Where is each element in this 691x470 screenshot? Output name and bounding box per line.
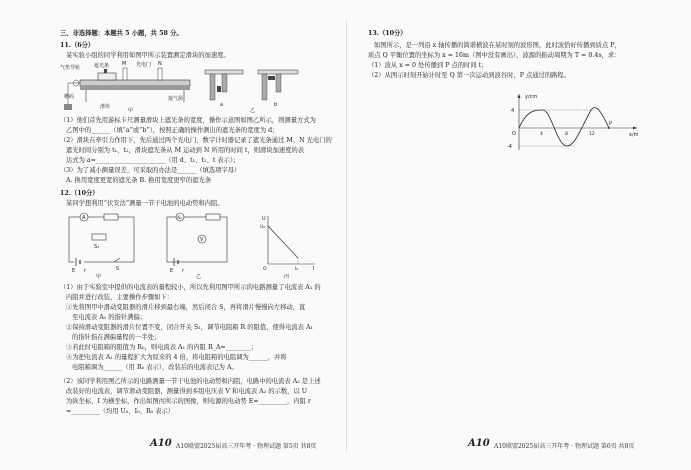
svg-text:r: r	[182, 268, 185, 274]
svg-text:I₀: I₀	[295, 267, 299, 272]
svg-text:S₁: S₁	[94, 244, 100, 250]
q13-line-3: （1）波从 x = 0 处传播到 P 点的时间 t；	[368, 62, 488, 69]
caliper-figure	[200, 60, 310, 112]
q12-line-9: 电阻箱调为______（用 R₀ 表示），改装后的电流表记为 A。	[72, 364, 238, 371]
svg-text:I: I	[313, 266, 315, 272]
circuit-jia	[64, 212, 144, 280]
label-a: a	[220, 102, 224, 108]
footer-logo-right: A10	[468, 438, 490, 449]
q11-line-7: A. 换用宽度更宽的遮光条 B. 换用宽度更窄的遮光条	[66, 177, 212, 184]
svg-text:V: V	[200, 237, 204, 243]
q11-line-5: 达式为 a=______________________（用 d、t₁、t₂、t 表示）；	[66, 157, 240, 164]
wave-graph	[505, 90, 645, 160]
label-air: 接气源	[168, 96, 184, 102]
q12-line-12: 为纵坐标、I 为横坐标，作出如图丙所示的图像，则电源的电动势 E=_________，内阻 r	[66, 398, 311, 405]
q12-line-11: 改装好的电流表，调节滑动变阻器，测量得到多组电压表 V 和电流表 A₂ 的示数，以 U	[66, 388, 308, 395]
label-timer: 气垫导轨	[60, 65, 81, 71]
q12-line-3: ①先将图甲中滑动变阻器的滑片移到最右端，然后闭合 S，再将滑片慢慢向左移动，直	[66, 304, 306, 311]
q12-line-10: （2）该同学利用图乙所示的电路测量一节干电池的电动势和内阻，电路中的电流表 A₂ 是上述	[60, 378, 321, 385]
graph-tick-3: 12	[589, 132, 595, 137]
column-divider	[346, 20, 347, 452]
label-weight: 槽码	[64, 94, 75, 100]
q12-line-7: ③若此时电阻箱的阻值为 R₀，则电流表 A₁ 的内阻 R_A=________；	[66, 344, 258, 351]
graph-tick-1: 4	[540, 132, 543, 137]
q12-line-2: 内阻并进行改装，主要操作步骤如下：	[66, 294, 174, 301]
ui-graph-bing	[260, 212, 320, 280]
q12-line-6: 的指针指在满偏量程的一半处；	[72, 334, 161, 341]
q12-line-5: ②保持滑动变阻器的滑片位置不变，闭合开关 S₁，调节电阻箱 R 的阻值，使得电流表 A₁	[66, 324, 314, 331]
label-photogate: 光电门	[136, 62, 152, 68]
label-N: N	[158, 61, 162, 67]
svg-text:A: A	[82, 215, 86, 221]
q11-intro: 某实验小组的同学利用如图甲所示装置测定滑块的加速度。	[66, 52, 230, 59]
q13-number: 13.（10分）	[368, 30, 407, 37]
q11-line-4: 遮光时间分别为 t₁、t₂，滑块遮光条从 M 运动到 N 所用的时间 t，则滑块加速度的表	[66, 147, 305, 154]
svg-text:E: E	[170, 268, 174, 274]
q12-number: 12.（10分）	[60, 190, 99, 197]
q12-intro: 某同学想利用“伏安法”测量一节干电池的电动势和内阻。	[66, 200, 224, 207]
svg-text:丙: 丙	[284, 274, 290, 280]
svg-text:S: S	[116, 266, 120, 272]
q12-line-8: ④为把电流表 A₁ 的量程扩大为原来的 4 倍，将电阻箱的电阻调为______，并将	[66, 354, 287, 361]
label-yi: 乙	[250, 108, 256, 114]
label-M: M	[122, 61, 127, 67]
label-b: b	[274, 102, 278, 108]
svg-text:O: O	[263, 267, 267, 272]
svg-text:r: r	[84, 268, 87, 274]
footer-text-right: A10联盟2025届高三开年考 · 物理试题 第6页 共8页	[494, 443, 635, 450]
footer-text-left: A10联盟2025届高三开年考 · 物理试题 第5页 共8页	[176, 443, 317, 450]
label-shutter: 遮光条	[94, 63, 110, 69]
q13-line-1: 如图所示，是一列沿 x 轴传播的简谐横波在某时刻的波形图，此时波恰好传播到质点 P，	[374, 42, 621, 49]
svg-text:甲: 甲	[96, 274, 102, 280]
section-header: 三、非选择题：本题共 5 小题，共 58 分。	[60, 30, 183, 37]
q13-line-2: 质点 Q 平衡位置的坐标为 x = 16m（图中没有画出），波源的振动周期为 T = 0.4s，求：	[368, 52, 621, 59]
graph-tick-2: 8	[565, 132, 568, 137]
q11-line-6: （3）为了减小测量误差，可采取的办法是______（填选项字母）	[60, 167, 241, 174]
q12-line-1: （1）由于实验室中提供的电流表的量程较小，所以先利用图甲所示的电路测量了电流表 A₁ 的	[60, 284, 321, 291]
svg-text:E: E	[72, 268, 76, 274]
footer-logo-left: A10	[150, 438, 172, 449]
label-slider: 滑块	[100, 104, 111, 110]
svg-text:U: U	[262, 216, 266, 222]
q11-line-2: 乙图中的______（填“a”或“b”），按照正确的操作测出的遮光条的宽度为 d；	[66, 127, 279, 134]
q12-line-4: 至电流表 A₁ 的指针满偏；	[72, 314, 147, 321]
q11-number: 11.（6分）	[60, 42, 95, 49]
q11-line-3: （2）滑块在牵引力作用下，先后通过两个光电门，数字计时器记录了遮光条通过 M、N 光电门的	[60, 137, 332, 144]
graph-y-pos: 4	[511, 108, 515, 114]
graph-y-label: y/cm	[525, 94, 538, 100]
graph-x-label: x/m	[629, 132, 639, 138]
q12-line-13: =_________（均用 U₀、I₀、R₀ 表示）	[66, 408, 175, 415]
label-jia: 甲	[128, 108, 134, 114]
graph-P: P	[609, 121, 613, 127]
q13-line-4: （2）从图示时刻开始计时至 Q 第一次运动到波谷时，P 点通过的路程。	[368, 72, 571, 79]
svg-text:U₀: U₀	[260, 225, 266, 230]
circuit-yi	[162, 212, 242, 280]
graph-y-neg: -4	[507, 144, 512, 150]
svg-text:乙: 乙	[196, 274, 202, 280]
air-track-figure	[58, 60, 198, 112]
wave-curve	[519, 108, 609, 146]
q11-line-1: （1）他们首先用游标卡尺测量滑块上遮光条的宽度，操作示意图如图乙所示，则测量方式为	[60, 117, 316, 124]
graph-origin: O	[512, 131, 516, 137]
svg-text:A₂: A₂	[177, 216, 182, 221]
